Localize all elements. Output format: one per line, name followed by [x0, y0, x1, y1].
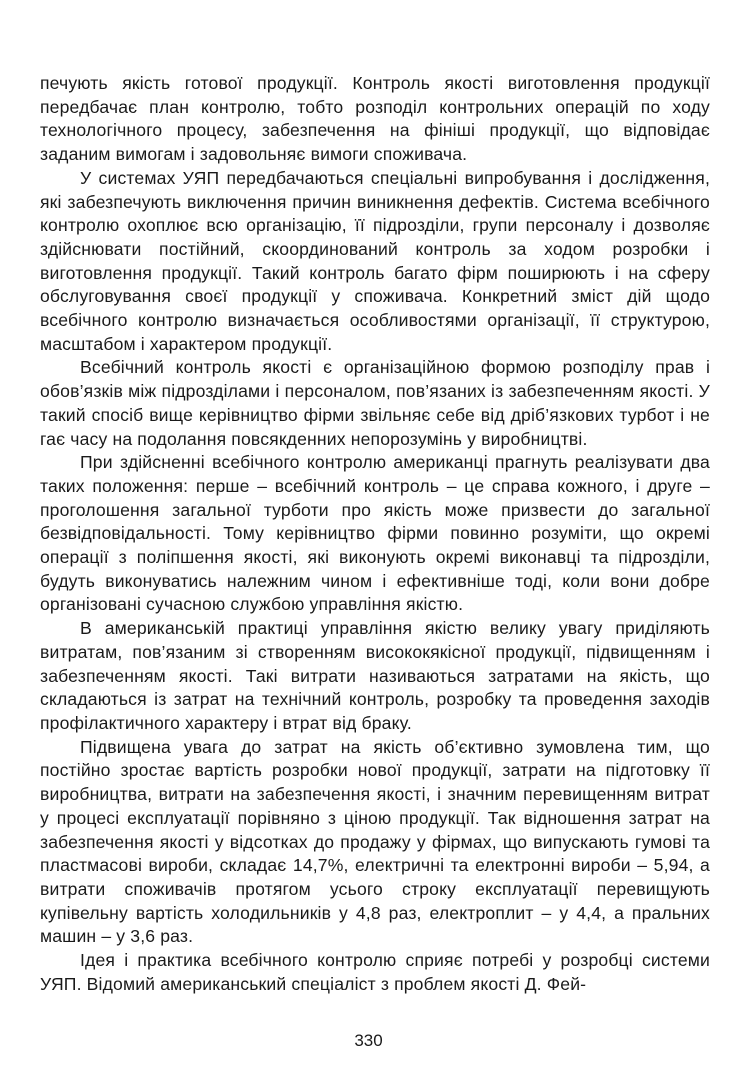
page-number: 330: [354, 1031, 383, 1050]
paragraph-7: Ідея і практика всебічного контролю сприяє потребі у розробці системи УЯП. Відомий американський спеціаліст з проблем якості Д. Фей-: [40, 950, 710, 994]
paragraph-4: При здійсненні всебічного контролю американці прагнуть реалізувати два таких положення: перше – всебічний контроль – це справа кожного, і друге – проголошення загальної турботи про якість може призвести до загальної безвідповідальності. Тому керівництво фірми повинно розуміти, що окремі операції з поліпшення якості, які виконують окремі виконавці та підрозділи, будуть виконуватись належним чином і ефективніше тоді, коли вони добре організовані сучасною службою управління якістю.: [40, 452, 710, 615]
body-text: [40, 72, 710, 996]
paragraph-2: У системах УЯП передбачаються спеціальні випробування і дослідження, які забезпечують виключення причин виникнення дефектів. Система всебічного контролю охоплює всю організацію, її підрозділи, групи персоналу і дозволяє здійснювати постійний, скоординований контроль за ходом розробки і виготовлення продукції. Такий контроль багато фірм поширюють і на сферу обслуговування своєї продукції у споживача. Конкретний зміст дій щодо всебічного контролю визначається особливостями організації, її структурою, масштабом і характером продукції.: [40, 167, 710, 354]
paragraph-5: В американській практиці управління якістю велику увагу приділяють витратам, пов’язаним зі створенням висококякісної продукції, підвищенням і забезпеченням якості. Такі витрати називаються затратами на якість, що складаються із затрат на технічний контроль, розробку та проведення заходів профілактичного характеру і втрат від браку.: [40, 618, 710, 733]
paragraph-3: Всебічний контроль якості є організаційною формою розподілу прав і обов’язків між підрозділами і персоналом, пов’язаних із забезпеченням якості. У такий спосіб вище керівництво фірми звільняє себе від дріб’язкових турбот і не гає часу на подолання повсякденних непорозумінь у виробництві.: [40, 357, 710, 449]
paragraph-1: печують якість готової продукції. Контроль якості виготовлення продукції передбачає план контролю, тобто розподіл контрольних операцій по ходу технологічного процесу, забезпечення на фініші продукції, що відповідає заданим вимогам і задовольняє вимоги споживача.: [40, 73, 710, 165]
paragraph-6: Підвищена увага до затрат на якість об’єктивно зумовлена тим, що постійно зростає вартість розробки нової продукції, затрати на підготовку її виробництва, витрати на забезпечення якості, і значним перевищенням витрат у процесі експлуатації порівняно з ціною продукції. Так відношення затрат на забезпечення якості у відсотках до продажу у фірмах, що випускають гумові та пластмасові вироби, складає 14,7%, електричні та електронні вироби – 5,94, а витрати споживачів протягом усього строку експлуатації перевищують купівельну вартість холодильників у 4,8 раз, електроплит – у 4,4, а пральних машин – у 3,6 раз.: [40, 736, 710, 947]
